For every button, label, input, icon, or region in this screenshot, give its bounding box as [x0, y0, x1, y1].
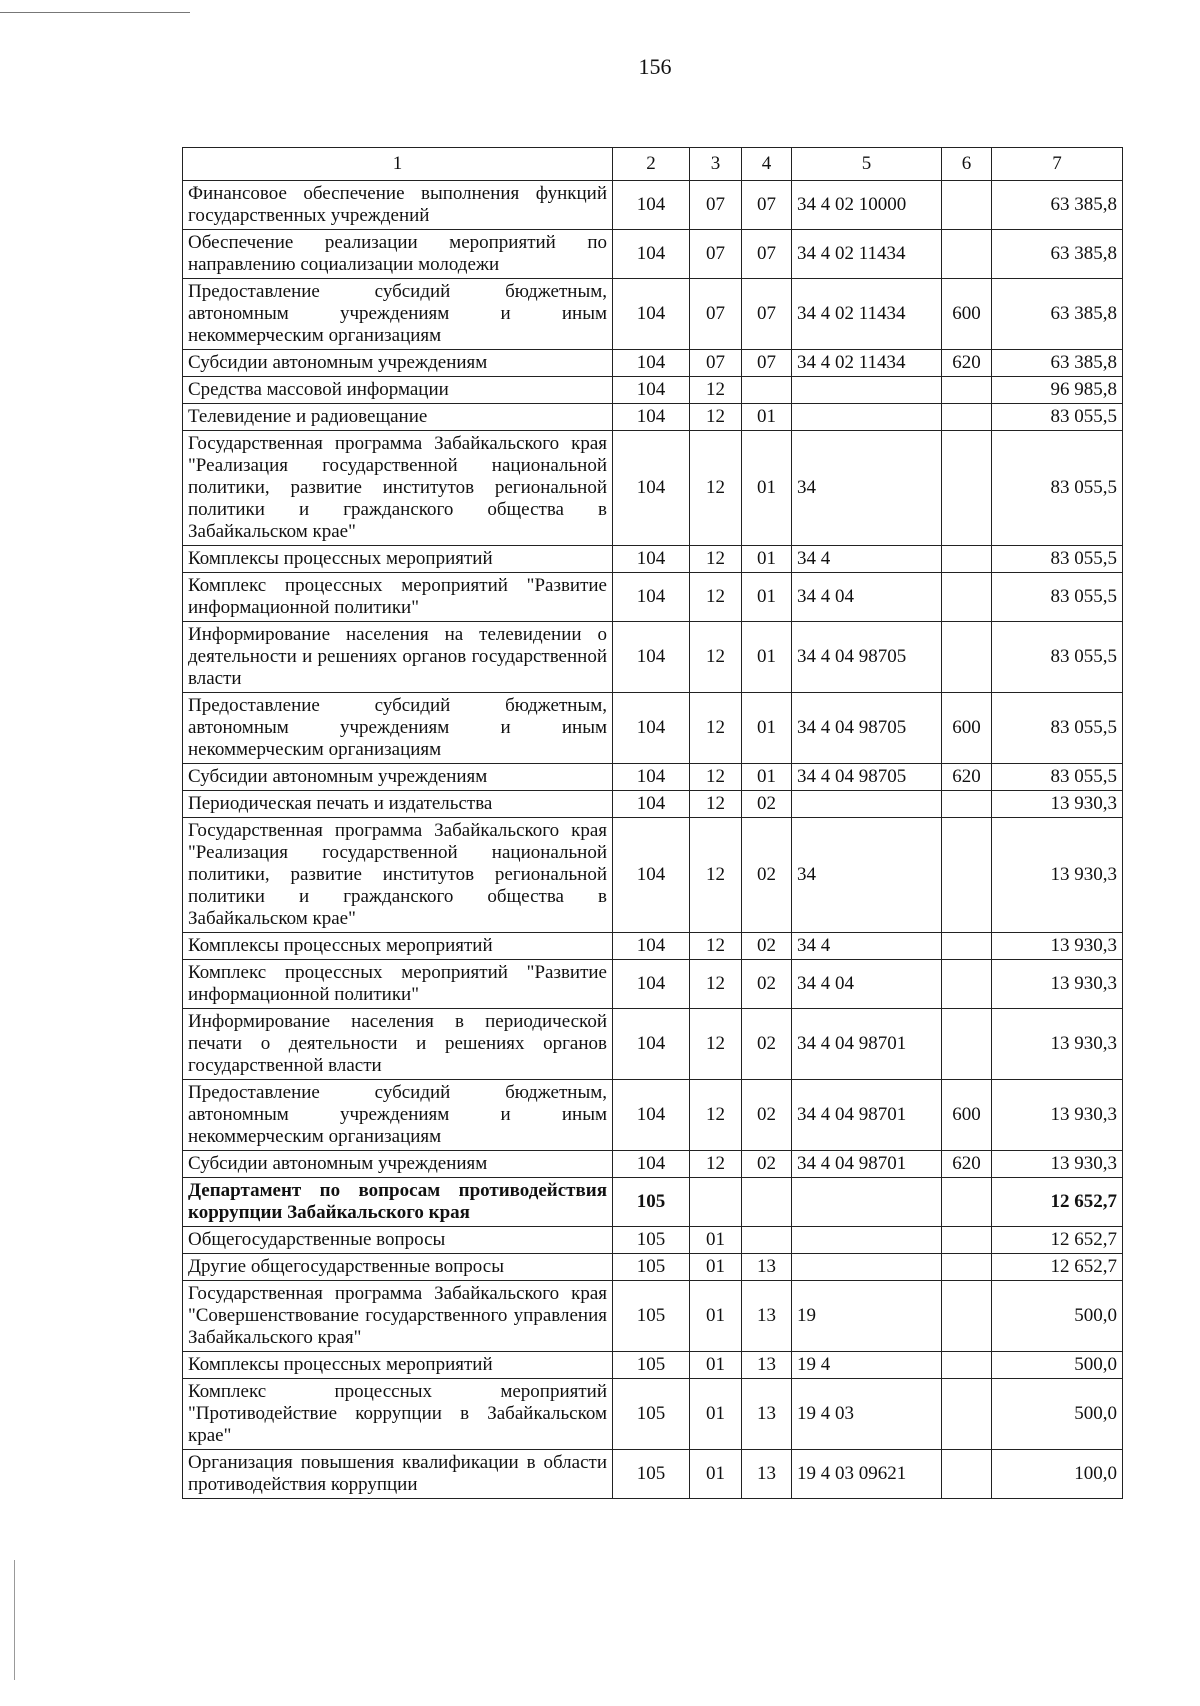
cell-sum: 63 385,8 — [992, 181, 1123, 230]
cell-ved: 104 — [613, 1151, 690, 1178]
cell-pr: 13 — [742, 1352, 792, 1379]
cell-sum: 500,0 — [992, 1281, 1123, 1352]
cell-rz: 12 — [690, 1151, 742, 1178]
cell-name: Субсидии автономным учреждениям — [183, 350, 613, 377]
cell-name: Комплекс процессных мероприятий "Развитие информационной политики" — [183, 960, 613, 1009]
cell-rz: 12 — [690, 431, 742, 546]
table-row — [183, 1281, 1123, 1352]
cell-rz — [690, 1178, 742, 1227]
cell-vr — [942, 181, 992, 230]
cell-rz: 12 — [690, 1080, 742, 1151]
table-row — [183, 622, 1123, 693]
cell-ved: 105 — [613, 1450, 690, 1499]
scan-edge-line — [14, 1560, 15, 1680]
cell-csr: 34 4 — [792, 933, 942, 960]
cell-ved: 104 — [613, 404, 690, 431]
cell-vr — [942, 1379, 992, 1450]
table-row — [183, 791, 1123, 818]
cell-pr: 02 — [742, 818, 792, 933]
cell-rz: 12 — [690, 764, 742, 791]
cell-pr — [742, 377, 792, 404]
cell-pr: 01 — [742, 622, 792, 693]
cell-csr: 19 4 03 — [792, 1379, 942, 1450]
table-row — [183, 818, 1123, 933]
cell-name: Государственная программа Забайкальского края "Реализация государственной национальной политики, развитие институтов региональной политики и гражданского общества в Забайкальском крае" — [183, 818, 613, 933]
cell-csr: 34 4 04 98701 — [792, 1151, 942, 1178]
cell-csr: 34 4 04 98705 — [792, 622, 942, 693]
table-row — [183, 377, 1123, 404]
cell-vr — [942, 818, 992, 933]
table-row — [183, 693, 1123, 764]
cell-sum: 500,0 — [992, 1379, 1123, 1450]
cell-rz: 01 — [690, 1352, 742, 1379]
header-col-7: 7 — [992, 148, 1123, 181]
table-row — [183, 764, 1123, 791]
cell-vr — [942, 1254, 992, 1281]
cell-rz: 12 — [690, 693, 742, 764]
cell-pr: 01 — [742, 693, 792, 764]
cell-csr: 34 4 02 10000 — [792, 181, 942, 230]
cell-name: Комплексы процессных мероприятий — [183, 546, 613, 573]
cell-ved: 104 — [613, 693, 690, 764]
cell-vr — [942, 622, 992, 693]
cell-csr: 34 4 04 98705 — [792, 693, 942, 764]
cell-sum: 83 055,5 — [992, 431, 1123, 546]
cell-rz: 01 — [690, 1227, 742, 1254]
cell-ved: 105 — [613, 1379, 690, 1450]
cell-vr — [942, 1178, 992, 1227]
cell-name: Государственная программа Забайкальского края "Совершенствование государственного управления Забайкальского края" — [183, 1281, 613, 1352]
cell-pr: 13 — [742, 1450, 792, 1499]
cell-csr: 19 — [792, 1281, 942, 1352]
cell-rz: 01 — [690, 1281, 742, 1352]
cell-ved: 105 — [613, 1281, 690, 1352]
header-col-6: 6 — [942, 148, 992, 181]
cell-vr — [942, 960, 992, 1009]
cell-vr — [942, 546, 992, 573]
cell-sum: 83 055,5 — [992, 764, 1123, 791]
cell-csr — [792, 1227, 942, 1254]
cell-pr: 01 — [742, 431, 792, 546]
cell-ved: 104 — [613, 622, 690, 693]
table-header-row — [183, 148, 1123, 181]
table-row — [183, 350, 1123, 377]
cell-ved: 105 — [613, 1227, 690, 1254]
cell-ved: 104 — [613, 764, 690, 791]
table-row — [183, 1352, 1123, 1379]
cell-csr — [792, 1178, 942, 1227]
cell-pr: 13 — [742, 1281, 792, 1352]
cell-vr — [942, 377, 992, 404]
cell-ved: 104 — [613, 546, 690, 573]
cell-sum: 12 652,7 — [992, 1227, 1123, 1254]
budget-table — [182, 147, 1123, 1499]
cell-csr: 34 4 04 — [792, 960, 942, 1009]
table-row — [183, 1080, 1123, 1151]
cell-rz: 12 — [690, 791, 742, 818]
cell-name: Комплексы процессных мероприятий — [183, 1352, 613, 1379]
cell-pr: 01 — [742, 404, 792, 431]
header-col-4: 4 — [742, 148, 792, 181]
cell-sum: 83 055,5 — [992, 693, 1123, 764]
cell-ved: 104 — [613, 818, 690, 933]
cell-csr: 34 4 04 98701 — [792, 1009, 942, 1080]
cell-name: Организация повышения квалификации в области противодействия коррупции — [183, 1450, 613, 1499]
cell-sum: 13 930,3 — [992, 1151, 1123, 1178]
cell-vr: 620 — [942, 1151, 992, 1178]
cell-csr — [792, 377, 942, 404]
cell-pr: 02 — [742, 960, 792, 1009]
cell-rz: 07 — [690, 350, 742, 377]
cell-ved: 104 — [613, 1080, 690, 1151]
cell-ved: 104 — [613, 279, 690, 350]
cell-vr — [942, 573, 992, 622]
cell-vr — [942, 1352, 992, 1379]
header-col-5: 5 — [792, 148, 942, 181]
cell-sum: 83 055,5 — [992, 404, 1123, 431]
cell-csr — [792, 404, 942, 431]
cell-vr — [942, 1227, 992, 1254]
table-row — [183, 431, 1123, 546]
cell-pr: 02 — [742, 933, 792, 960]
cell-vr: 600 — [942, 1080, 992, 1151]
table-row — [183, 1227, 1123, 1254]
cell-ved: 104 — [613, 377, 690, 404]
cell-csr: 34 4 02 11434 — [792, 350, 942, 377]
cell-sum: 100,0 — [992, 1450, 1123, 1499]
cell-sum: 12 652,7 — [992, 1178, 1123, 1227]
cell-csr: 34 — [792, 818, 942, 933]
cell-name: Предоставление субсидий бюджетным, автономным учреждениям и иным некоммерческим организациям — [183, 279, 613, 350]
scan-corner-line — [0, 12, 190, 13]
cell-pr: 02 — [742, 1151, 792, 1178]
cell-sum: 13 930,3 — [992, 933, 1123, 960]
cell-name: Общегосударственные вопросы — [183, 1227, 613, 1254]
table-row — [183, 546, 1123, 573]
cell-csr: 19 4 — [792, 1352, 942, 1379]
cell-pr: 07 — [742, 279, 792, 350]
header-col-3: 3 — [690, 148, 742, 181]
cell-vr — [942, 1450, 992, 1499]
cell-vr: 600 — [942, 693, 992, 764]
table-row — [183, 933, 1123, 960]
cell-rz: 12 — [690, 377, 742, 404]
cell-ved: 104 — [613, 960, 690, 1009]
table-row — [183, 1178, 1123, 1227]
cell-rz: 12 — [690, 404, 742, 431]
cell-pr: 01 — [742, 546, 792, 573]
cell-rz: 07 — [690, 181, 742, 230]
cell-ved: 105 — [613, 1352, 690, 1379]
cell-sum: 13 930,3 — [992, 960, 1123, 1009]
cell-rz: 12 — [690, 818, 742, 933]
cell-ved: 105 — [613, 1178, 690, 1227]
cell-sum: 13 930,3 — [992, 1009, 1123, 1080]
cell-name: Государственная программа Забайкальского края "Реализация государственной национальной политики, развитие институтов региональной политики и гражданского общества в Забайкальском крае" — [183, 431, 613, 546]
cell-name: Комплексы процессных мероприятий — [183, 933, 613, 960]
cell-rz: 12 — [690, 546, 742, 573]
table-row — [183, 1254, 1123, 1281]
cell-sum: 12 652,7 — [992, 1254, 1123, 1281]
cell-ved: 104 — [613, 230, 690, 279]
cell-name: Периодическая печать и издательства — [183, 791, 613, 818]
cell-vr — [942, 1009, 992, 1080]
cell-rz: 12 — [690, 1009, 742, 1080]
cell-pr: 07 — [742, 181, 792, 230]
cell-pr: 01 — [742, 573, 792, 622]
cell-csr: 34 4 02 11434 — [792, 230, 942, 279]
cell-csr: 34 4 02 11434 — [792, 279, 942, 350]
cell-ved: 104 — [613, 350, 690, 377]
cell-name: Обеспечение реализации мероприятий по направлению социализации молодежи — [183, 230, 613, 279]
cell-csr — [792, 791, 942, 818]
cell-sum: 63 385,8 — [992, 279, 1123, 350]
cell-name: Телевидение и радиовещание — [183, 404, 613, 431]
cell-sum: 83 055,5 — [992, 622, 1123, 693]
cell-rz: 12 — [690, 622, 742, 693]
cell-vr — [942, 791, 992, 818]
cell-pr — [742, 1227, 792, 1254]
cell-pr: 02 — [742, 1080, 792, 1151]
cell-rz: 01 — [690, 1450, 742, 1499]
cell-csr: 34 — [792, 431, 942, 546]
cell-sum: 83 055,5 — [992, 546, 1123, 573]
cell-vr — [942, 1281, 992, 1352]
cell-name: Средства массовой информации — [183, 377, 613, 404]
cell-pr: 01 — [742, 764, 792, 791]
cell-name: Предоставление субсидий бюджетным, автономным учреждениям и иным некоммерческим организациям — [183, 693, 613, 764]
cell-sum: 63 385,8 — [992, 230, 1123, 279]
cell-vr — [942, 404, 992, 431]
cell-rz: 01 — [690, 1254, 742, 1281]
table-row — [183, 573, 1123, 622]
cell-ved: 104 — [613, 573, 690, 622]
header-col-1: 1 — [183, 148, 613, 181]
cell-sum: 13 930,3 — [992, 1080, 1123, 1151]
cell-ved: 104 — [613, 431, 690, 546]
cell-vr — [942, 230, 992, 279]
table-row — [183, 1379, 1123, 1450]
cell-pr: 02 — [742, 791, 792, 818]
cell-name: Комплекс процессных мероприятий "Развитие информационной политики" — [183, 573, 613, 622]
cell-ved: 104 — [613, 181, 690, 230]
cell-rz: 12 — [690, 573, 742, 622]
cell-sum: 13 930,3 — [992, 791, 1123, 818]
table-row — [183, 960, 1123, 1009]
cell-vr: 600 — [942, 279, 992, 350]
cell-rz: 12 — [690, 960, 742, 1009]
cell-rz: 12 — [690, 933, 742, 960]
cell-sum: 83 055,5 — [992, 573, 1123, 622]
cell-vr — [942, 431, 992, 546]
cell-name: Предоставление субсидий бюджетным, автономным учреждениям и иным некоммерческим организациям — [183, 1080, 613, 1151]
cell-ved: 105 — [613, 1254, 690, 1281]
cell-csr: 34 4 — [792, 546, 942, 573]
cell-ved: 104 — [613, 1009, 690, 1080]
cell-name: Информирование населения на телевидении о деятельности и решениях органов государственной власти — [183, 622, 613, 693]
header-col-2: 2 — [613, 148, 690, 181]
cell-vr — [942, 933, 992, 960]
cell-name: Другие общегосударственные вопросы — [183, 1254, 613, 1281]
table-row — [183, 279, 1123, 350]
cell-name: Департамент по вопросам противодействия коррупции Забайкальского края — [183, 1178, 613, 1227]
cell-pr — [742, 1178, 792, 1227]
cell-ved: 104 — [613, 933, 690, 960]
cell-sum: 13 930,3 — [992, 818, 1123, 933]
cell-name: Комплекс процессных мероприятий "Противодействие коррупции в Забайкальском крае" — [183, 1379, 613, 1450]
cell-pr: 07 — [742, 230, 792, 279]
cell-csr: 34 4 04 98701 — [792, 1080, 942, 1151]
cell-csr: 34 4 04 98705 — [792, 764, 942, 791]
cell-name: Субсидии автономным учреждениям — [183, 1151, 613, 1178]
cell-rz: 01 — [690, 1379, 742, 1450]
table-row — [183, 230, 1123, 279]
cell-csr: 34 4 04 — [792, 573, 942, 622]
table-row — [183, 1450, 1123, 1499]
cell-rz: 07 — [690, 230, 742, 279]
cell-pr: 02 — [742, 1009, 792, 1080]
cell-pr: 07 — [742, 350, 792, 377]
table-row — [183, 1151, 1123, 1178]
cell-vr: 620 — [942, 350, 992, 377]
cell-name: Финансовое обеспечение выполнения функций государственных учреждений — [183, 181, 613, 230]
cell-rz: 07 — [690, 279, 742, 350]
cell-name: Субсидии автономным учреждениям — [183, 764, 613, 791]
cell-ved: 104 — [613, 791, 690, 818]
cell-sum: 500,0 — [992, 1352, 1123, 1379]
table-row — [183, 181, 1123, 230]
cell-csr: 19 4 03 09621 — [792, 1450, 942, 1499]
cell-vr: 620 — [942, 764, 992, 791]
cell-sum: 96 985,8 — [992, 377, 1123, 404]
table-row — [183, 1009, 1123, 1080]
cell-csr — [792, 1254, 942, 1281]
cell-name: Информирование населения в периодической печати о деятельности и решениях органов государственной власти — [183, 1009, 613, 1080]
table-body — [183, 181, 1123, 1499]
cell-pr: 13 — [742, 1254, 792, 1281]
cell-pr: 13 — [742, 1379, 792, 1450]
cell-sum: 63 385,8 — [992, 350, 1123, 377]
table-row — [183, 404, 1123, 431]
page-number: 156 — [638, 54, 672, 79]
